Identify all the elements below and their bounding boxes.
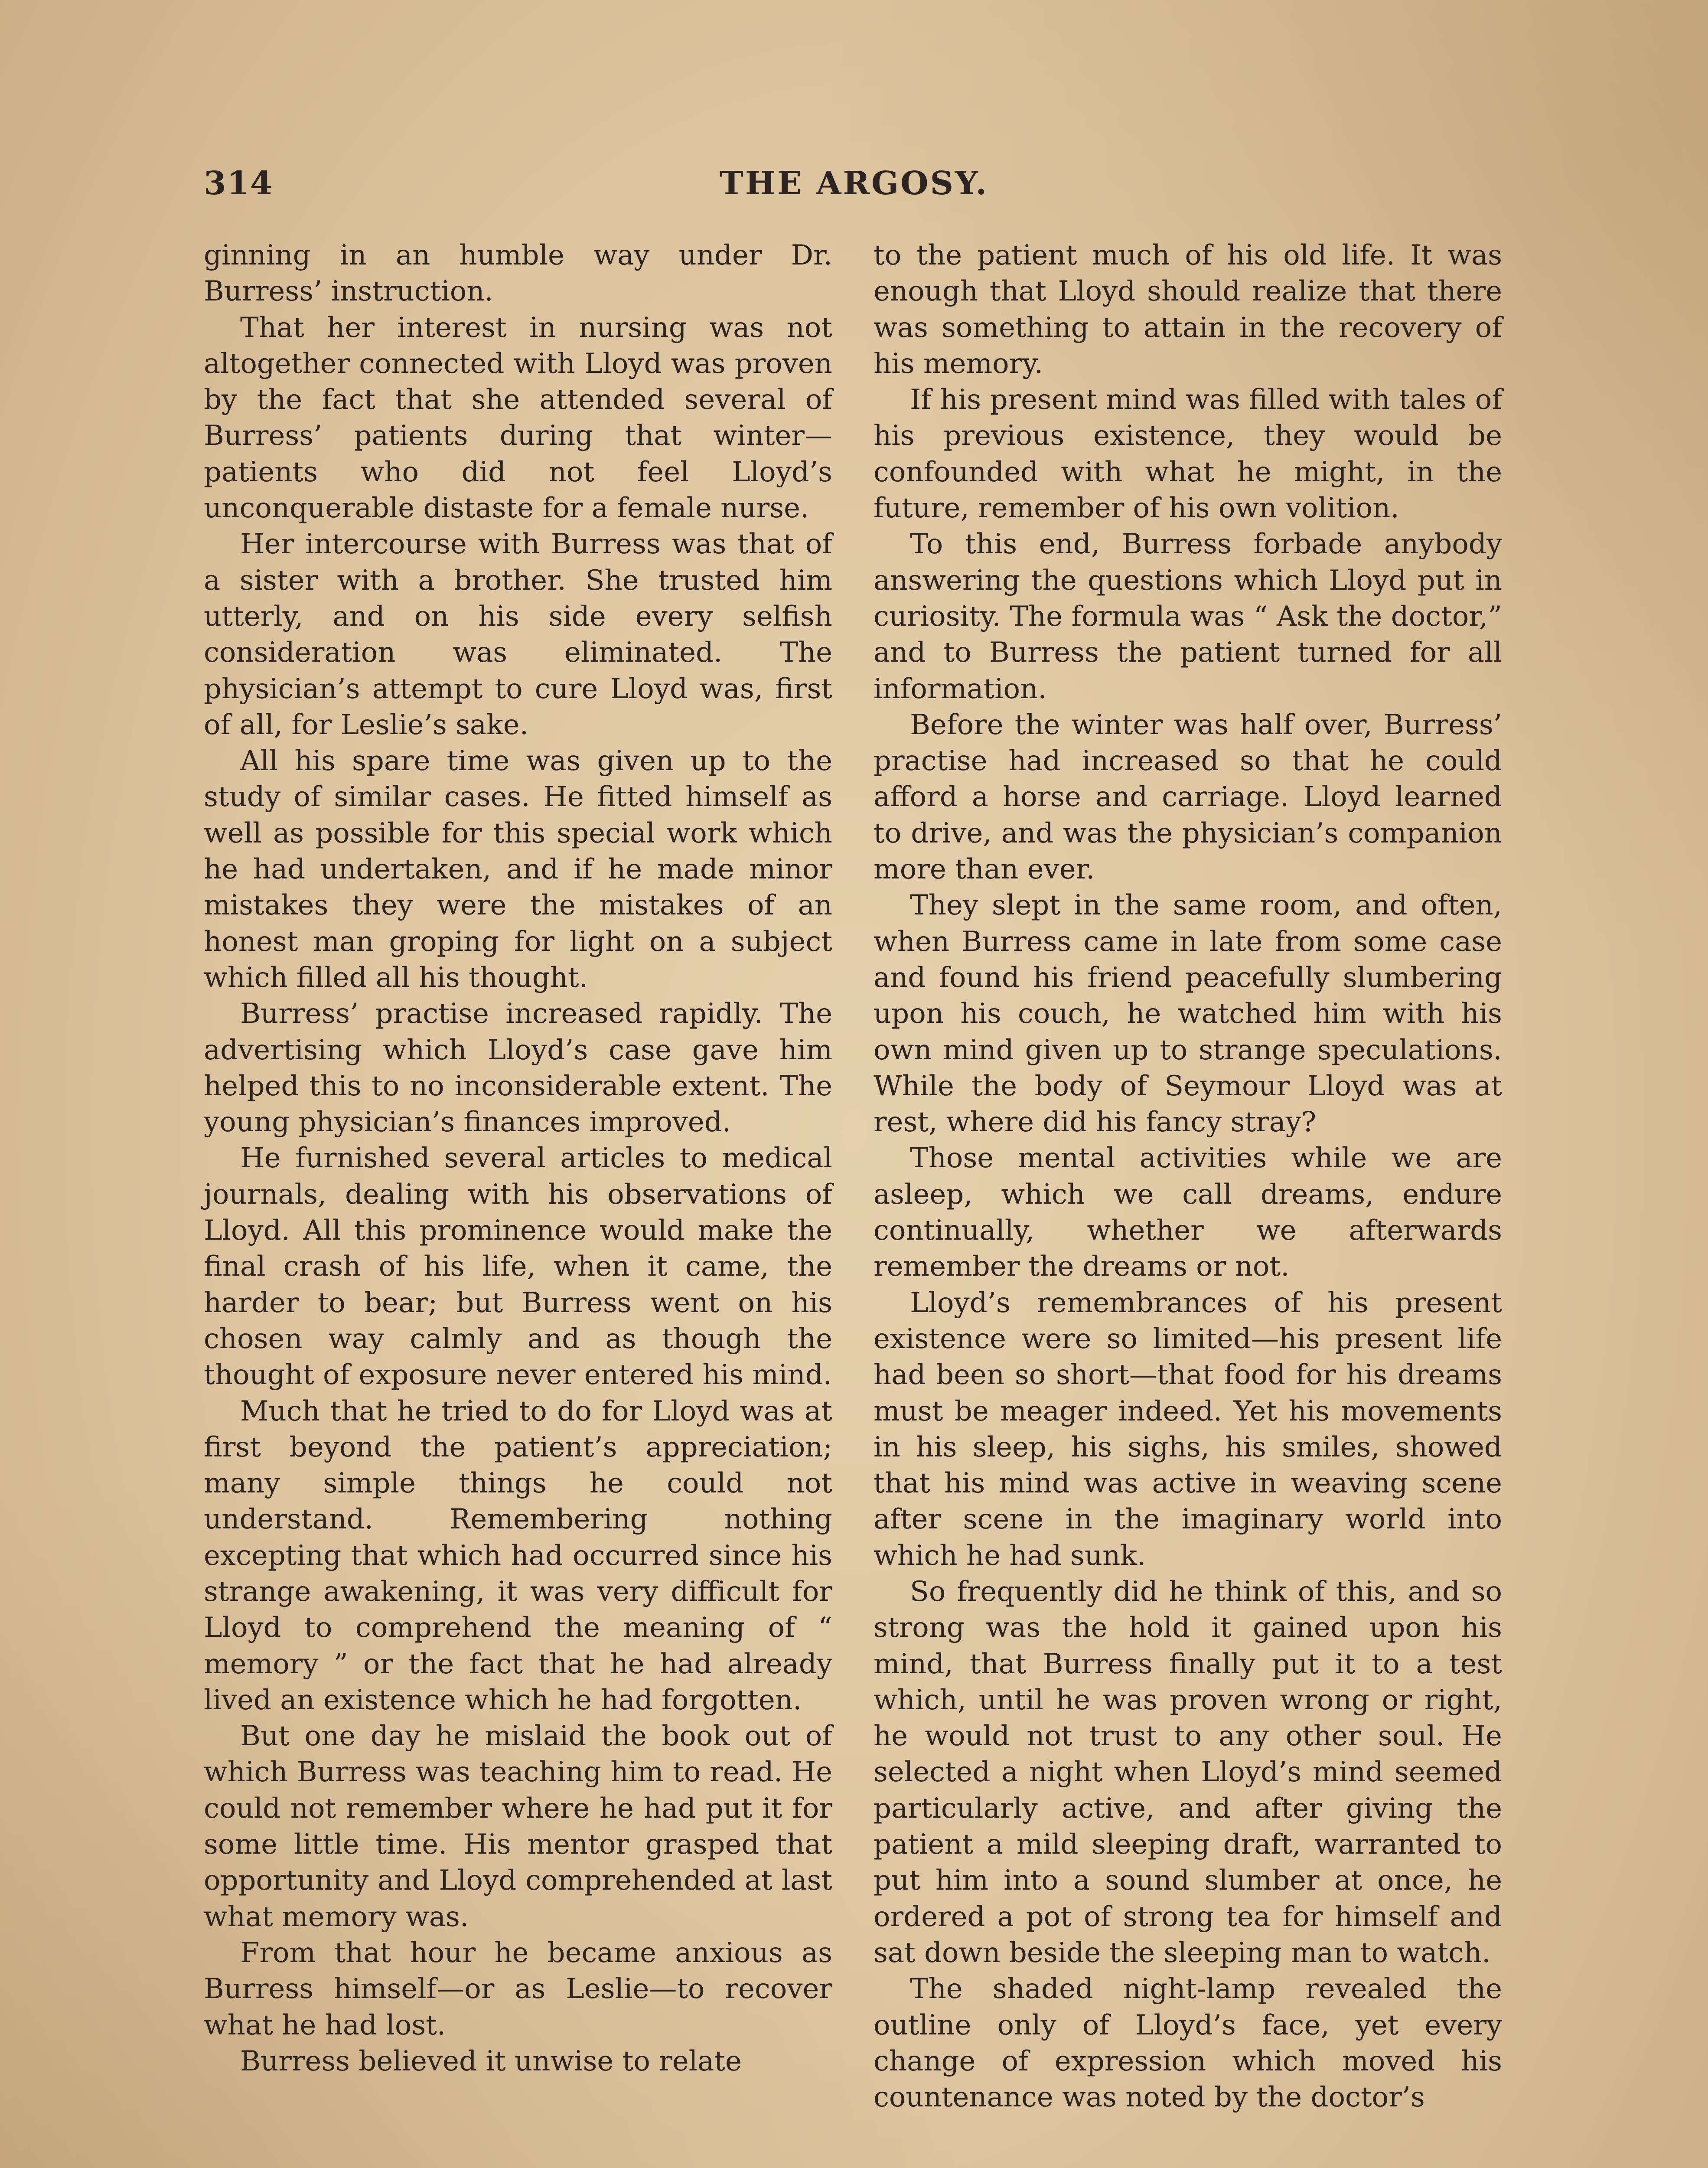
paragraph: Those mental activities while we are asleep, which we call dreams, endure continually, whether we afterwards remember the dreams or not.: [874, 1142, 1502, 1283]
paragraph: They slept in the same room, and often, when Burress came in late from some case and found his friend peacefully slumbering upon his couch, he watched him with his own mind given up to strange speculations. While the body of Seymour Lloyd was at rest, where did his fancy stray?: [874, 889, 1502, 1139]
paragraph: Burress believed it unwise to relate: [240, 2045, 742, 2077]
page-number: 314: [204, 165, 274, 202]
page-header: [204, 165, 1504, 217]
paragraph: So frequently did he think of this, and so strong was the hold it gained upon his mind, that Burress finally put it to a test which, until he was proven wrong or right, he would not trust to any other soul. He selected a night when Lloyd’s mind seemed particularly active, and after giving the patient a mild sleeping draft, warranted to put him into a sound slumber at once, he ordered a pot of strong tea for himself and sat down beside the sleeping man to watch.: [874, 1575, 1502, 1969]
paragraph: Much that he tried to do for Lloyd was at first beyond the patient’s appreciation; many simple things he could not understand. Remembering nothing excepting that which had occurred since his strange awakening, it was very difficult for Lloyd to comprehend the meaning of “ memory ” or the fact that he had already lived an existence which he had forgotten.: [204, 1395, 832, 1716]
left-column: [204, 238, 832, 2080]
paragraph: Lloyd’s remembrances of his present existence were so limited—his present life had been so short—that food for his dreams must be meager indeed. Yet his movements in his sleep, his sighs, his smiles, showed that his mind was active in weaving scene after scene in the imaginary world into which he had sunk.: [874, 1286, 1502, 1572]
running-head: THE ARGOSY.: [719, 165, 989, 202]
paragraph: ginning in an humble way under Dr. Burress’ instruction.: [204, 239, 832, 308]
paragraph: To this end, Burress forbade anybody answering the questions which Lloyd put in curiosity. The formula was “ Ask the doctor,” and to Burress the patient turned for all information.: [874, 528, 1502, 705]
paragraph: Her intercourse with Burress was that of a sister with a brother. She trusted him utterly, and on his side every selfish consideration was eliminated. The physician’s attempt to cure Lloyd was, first of all, for Leslie’s sake.: [204, 528, 832, 741]
right-column: [874, 238, 1502, 2116]
paragraph: That her interest in nursing was not altogether connected with Lloyd was proven by the fact that she attended several of Burress’ patients during that winter—patients who did not feel Lloyd’s unconquerable distaste for a female nurse.: [204, 311, 832, 525]
paragraph: All his spare time was given up to the study of similar cases. He fitted himself as well as possible for this special work which he had undertaken, and if he made minor mistakes they were the mistakes of an honest man groping for light on a subject which filled all his thought.: [204, 745, 832, 994]
paragraph: to the patient much of his old life. It was enough that Lloyd should realize that there was something to attain in the recovery of his memory.: [874, 239, 1502, 380]
paragraph: Before the winter was half over, Burress’ practise had increased so that he could afford a horse and carriage. Lloyd learned to drive, and was the physician’s companion more than ever.: [874, 709, 1502, 886]
paragraph: But one day he mislaid the book out of which Burress was teaching him to read. He could not remember where he had put it for some little time. His mentor grasped that opportunity and Lloyd comprehended at last what memory was.: [204, 1720, 832, 1933]
paragraph: He furnished several articles to medical journals, dealing with his observations of Lloyd. All this prominence would make the final crash of his life, when it came, the harder to bear; but Burress went on his chosen way calmly and as though the thought of exposure never entered his mind.: [204, 1142, 832, 1391]
paragraph: From that hour he became anxious as Burress himself—or as Leslie—to recover what he had lost.: [204, 1936, 832, 2041]
paragraph: If his present mind was filled with tales of his previous existence, they would be confounded with what he might, in the future, remember of his own volition.: [874, 384, 1502, 525]
paragraph: Burress’ practise increased rapidly. The advertising which Lloyd’s case gave him helped this to no inconsiderable extent. The young physician’s finances improved.: [204, 998, 832, 1139]
paragraph: The shaded night-lamp revealed the outline only of Lloyd’s face, yet every change of expression which moved his countenance was noted by the doctor’s: [874, 1973, 1502, 2114]
